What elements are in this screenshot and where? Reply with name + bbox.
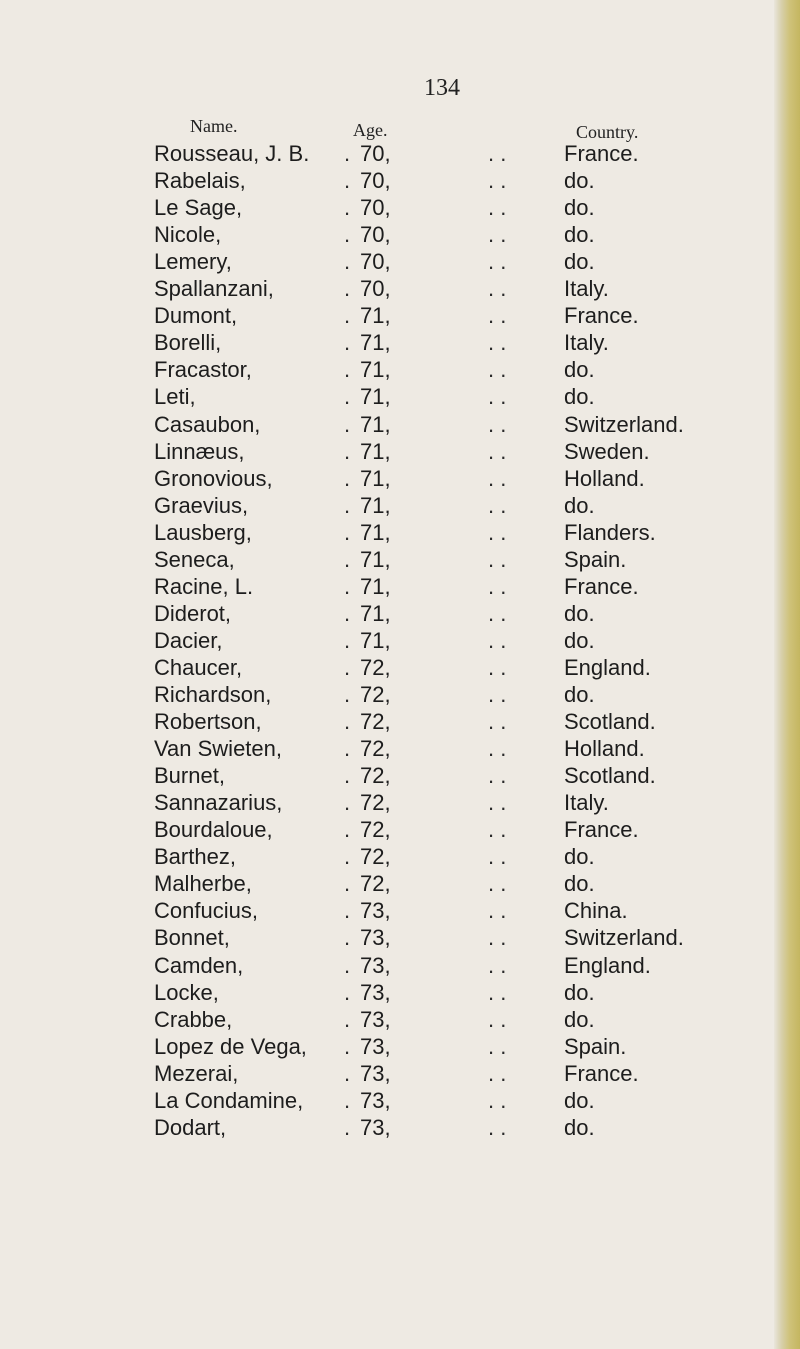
cell-age: 71, xyxy=(360,303,391,329)
cell-country: do. xyxy=(564,357,595,383)
leader-dots: . xyxy=(344,627,351,653)
table-row xyxy=(0,194,800,222)
cell-name: Casaubon, xyxy=(154,411,261,437)
cell-name: Dacier, xyxy=(154,627,223,653)
table-row xyxy=(0,492,800,520)
leader-dots: . . xyxy=(488,357,507,383)
leader-dots: . xyxy=(344,303,351,329)
table-row xyxy=(0,221,800,249)
cell-country: England. xyxy=(564,952,651,978)
table-row xyxy=(0,600,800,628)
leader-dots: . . xyxy=(488,303,507,329)
cell-country: do. xyxy=(564,195,595,221)
cell-name: Van Swieten, xyxy=(154,736,283,762)
cell-name: Fracastor, xyxy=(154,357,252,383)
leader-dots: . . xyxy=(488,222,507,248)
leader-dots: . xyxy=(344,411,351,437)
leader-dots: . xyxy=(344,357,351,383)
cell-age: 71, xyxy=(360,384,391,410)
cell-age: 71, xyxy=(360,519,391,545)
cell-age: 71, xyxy=(360,411,391,437)
cell-age: 70, xyxy=(360,222,391,248)
leader-dots: . xyxy=(344,979,351,1005)
leader-dots: . . xyxy=(488,600,507,626)
cell-name: Confucius, xyxy=(154,898,258,924)
table-row xyxy=(0,275,800,303)
leader-dots: . xyxy=(344,546,351,572)
cell-country: Scotland. xyxy=(564,709,656,735)
cell-name: Sannazarius, xyxy=(154,790,283,816)
cell-country: do. xyxy=(564,249,595,275)
cell-country: France. xyxy=(564,141,639,166)
leader-dots: . . xyxy=(488,871,507,897)
cell-name: Camden, xyxy=(154,952,244,978)
table-row xyxy=(0,843,800,871)
cell-country: France. xyxy=(564,817,639,843)
cell-age: 71, xyxy=(360,357,391,383)
cell-name: Barthez, xyxy=(154,844,236,870)
cell-country: Switzerland. xyxy=(564,925,684,951)
column-header-age: Age. xyxy=(353,120,388,140)
cell-name: Locke, xyxy=(154,979,219,1005)
cell-country: do. xyxy=(564,1114,595,1140)
leader-dots: . . xyxy=(488,492,507,518)
leader-dots: . . xyxy=(488,573,507,599)
cell-name: Bonnet, xyxy=(154,925,230,951)
cell-age: 70, xyxy=(360,249,391,275)
leader-dots: . xyxy=(344,1060,351,1086)
leader-dots: . xyxy=(344,465,351,491)
table-row xyxy=(0,924,800,952)
cell-country: Switzerland. xyxy=(564,411,684,437)
table-row xyxy=(0,627,800,655)
cell-age: 72, xyxy=(360,790,391,816)
leader-dots: . . xyxy=(488,1114,507,1140)
leader-dots: . . xyxy=(488,763,507,789)
column-header-name: Name. xyxy=(190,116,238,136)
table-row xyxy=(0,140,800,168)
leader-dots: . . xyxy=(488,925,507,951)
leader-dots: . . xyxy=(488,1006,507,1032)
cell-name: Lopez de Vega, xyxy=(154,1033,307,1059)
leader-dots: . xyxy=(344,763,351,789)
cell-name: La Condamine, xyxy=(154,1087,304,1113)
cell-name: Malherbe, xyxy=(154,871,252,897)
cell-country: do. xyxy=(564,871,595,897)
cell-name: Diderot, xyxy=(154,600,232,626)
leader-dots: . . xyxy=(488,844,507,870)
leader-dots: . . xyxy=(488,384,507,410)
cell-age: 73, xyxy=(360,979,391,1005)
cell-age: 70, xyxy=(360,168,391,194)
leader-dots: . xyxy=(344,195,351,221)
cell-name: Robertson, xyxy=(154,709,262,735)
table-row xyxy=(0,519,800,547)
cell-name: Crabbe, xyxy=(154,1006,233,1032)
leader-dots: . xyxy=(344,168,351,194)
table-row xyxy=(0,1060,800,1088)
cell-age: 70, xyxy=(360,141,391,166)
leader-dots: . . xyxy=(488,411,507,437)
cell-name: Dumont, xyxy=(154,303,238,329)
leader-dots: . . xyxy=(488,1087,507,1113)
cell-name: Lemery, xyxy=(154,249,232,275)
cell-country: do. xyxy=(564,1006,595,1032)
leader-dots: . . xyxy=(488,195,507,221)
leader-dots: . xyxy=(344,1006,351,1032)
leader-dots: . . xyxy=(488,736,507,762)
leader-dots: . . xyxy=(488,952,507,978)
leader-dots: . . xyxy=(488,438,507,464)
cell-country: France. xyxy=(564,1060,639,1086)
table-row xyxy=(0,411,800,439)
leader-dots: . . xyxy=(488,546,507,572)
cell-age: 73, xyxy=(360,1060,391,1086)
cell-age: 72, xyxy=(360,763,391,789)
column-header-country: Country. xyxy=(576,122,639,142)
table-row xyxy=(0,816,800,844)
cell-age: 73, xyxy=(360,1006,391,1032)
cell-country: Sweden. xyxy=(564,438,650,464)
leader-dots: . xyxy=(344,925,351,951)
cell-country: Italy. xyxy=(564,330,609,356)
cell-name: Borelli, xyxy=(154,330,222,356)
table-row xyxy=(0,1087,800,1115)
table-row xyxy=(0,735,800,763)
leader-dots: . xyxy=(344,709,351,735)
cell-country: Italy. xyxy=(564,790,609,816)
cell-country: Scotland. xyxy=(564,763,656,789)
table-row xyxy=(0,952,800,980)
cell-age: 71, xyxy=(360,492,391,518)
cell-name: Mezerai, xyxy=(154,1060,239,1086)
leader-dots: . xyxy=(344,492,351,518)
cell-country: Spain. xyxy=(564,546,627,572)
leader-dots: . . xyxy=(488,1060,507,1086)
cell-country: do. xyxy=(564,979,595,1005)
cell-age: 72, xyxy=(360,682,391,707)
cell-name: Le Sage, xyxy=(154,195,243,221)
table-row xyxy=(0,762,800,790)
cell-age: 72, xyxy=(360,817,391,843)
leader-dots: . xyxy=(344,682,351,707)
leader-dots: . . xyxy=(488,790,507,816)
table-row xyxy=(0,329,800,357)
cell-name: Gronovious, xyxy=(154,465,273,491)
cell-name: Richardson, xyxy=(154,682,272,707)
leader-dots: . xyxy=(344,898,351,924)
cell-age: 73, xyxy=(360,898,391,924)
cell-country: do. xyxy=(564,844,595,870)
table-row xyxy=(0,167,800,195)
table-row xyxy=(0,465,800,493)
cell-country: Flanders. xyxy=(564,519,656,545)
cell-country: do. xyxy=(564,168,595,194)
cell-age: 73, xyxy=(360,925,391,951)
cell-country: England. xyxy=(564,654,651,680)
cell-name: Racine, L. xyxy=(154,573,254,599)
table-row xyxy=(0,248,800,276)
leader-dots: . xyxy=(344,384,351,410)
cell-age: 73, xyxy=(360,1114,391,1140)
leader-dots: . xyxy=(344,276,351,302)
table-row xyxy=(0,383,800,411)
leader-dots: . . xyxy=(488,654,507,680)
leader-dots: . . xyxy=(488,682,507,707)
cell-name: Burnet, xyxy=(154,763,225,789)
table-row xyxy=(0,789,800,817)
leader-dots: . xyxy=(344,952,351,978)
table-row xyxy=(0,356,800,384)
leader-dots: . . xyxy=(488,141,507,166)
cell-name: Lausberg, xyxy=(154,519,252,545)
cell-country: Holland. xyxy=(564,465,645,491)
table-row xyxy=(0,708,800,736)
leader-dots: . . xyxy=(488,627,507,653)
cell-name: Chaucer, xyxy=(154,654,243,680)
leader-dots: . xyxy=(344,141,351,166)
cell-country: Italy. xyxy=(564,276,609,302)
leader-dots: . xyxy=(344,654,351,680)
cell-name: Nicole, xyxy=(154,222,222,248)
cell-name: Bourdaloue, xyxy=(154,817,273,843)
leader-dots: . xyxy=(344,1114,351,1140)
cell-country: do. xyxy=(564,384,595,410)
cell-age: 70, xyxy=(360,195,391,221)
leader-dots: . xyxy=(344,871,351,897)
cell-country: Holland. xyxy=(564,736,645,762)
leader-dots: . xyxy=(344,844,351,870)
cell-age: 71, xyxy=(360,330,391,356)
leader-dots: . . xyxy=(488,1033,507,1059)
table-row xyxy=(0,1006,800,1034)
page-number: 134 xyxy=(424,75,460,101)
leader-dots: . xyxy=(344,222,351,248)
leader-dots: . xyxy=(344,736,351,762)
leader-dots: . . xyxy=(488,276,507,302)
leader-dots: . xyxy=(344,1087,351,1113)
leader-dots: . . xyxy=(488,168,507,194)
table-row xyxy=(0,979,800,1007)
table-row xyxy=(0,302,800,330)
leader-dots: . . xyxy=(488,249,507,275)
table-row xyxy=(0,681,800,709)
leader-dots: . . xyxy=(488,898,507,924)
cell-name: Leti, xyxy=(154,384,196,410)
cell-name: Linnæus, xyxy=(154,438,245,464)
leader-dots: . xyxy=(344,438,351,464)
cell-name: Dodart, xyxy=(154,1114,227,1140)
leader-dots: . xyxy=(344,573,351,599)
cell-country: do. xyxy=(564,682,595,707)
cell-country: do. xyxy=(564,1087,595,1113)
cell-age: 71, xyxy=(360,438,391,464)
leader-dots: . . xyxy=(488,709,507,735)
table-row xyxy=(0,654,800,682)
cell-country: do. xyxy=(564,627,595,653)
table-row xyxy=(0,438,800,466)
cell-age: 73, xyxy=(360,1033,391,1059)
table-row xyxy=(0,870,800,898)
leader-dots: . xyxy=(344,817,351,843)
table-row xyxy=(0,573,800,601)
cell-name: Seneca, xyxy=(154,546,235,572)
cell-name: Rousseau, J. B. xyxy=(154,141,310,166)
cell-country: China. xyxy=(564,898,628,924)
cell-country: do. xyxy=(564,222,595,248)
cell-name: Graevius, xyxy=(154,492,249,518)
table-row xyxy=(0,897,800,925)
leader-dots: . . xyxy=(488,979,507,1005)
cell-country: France. xyxy=(564,303,639,329)
leader-dots: . xyxy=(344,790,351,816)
cell-age: 71, xyxy=(360,600,391,626)
leader-dots: . xyxy=(344,519,351,545)
cell-country: France. xyxy=(564,573,639,599)
leader-dots: . xyxy=(344,1033,351,1059)
cell-age: 71, xyxy=(360,627,391,653)
leader-dots: . . xyxy=(488,330,507,356)
leader-dots: . . xyxy=(488,519,507,545)
cell-age: 72, xyxy=(360,654,391,680)
cell-country: do. xyxy=(564,492,595,518)
cell-age: 72, xyxy=(360,736,391,762)
table-row xyxy=(0,1033,800,1061)
leader-dots: . . xyxy=(488,465,507,491)
cell-age: 71, xyxy=(360,573,391,599)
leader-dots: . . xyxy=(488,817,507,843)
cell-age: 72, xyxy=(360,709,391,735)
cell-country: Spain. xyxy=(564,1033,627,1059)
leader-dots: . xyxy=(344,249,351,275)
cell-age: 73, xyxy=(360,1087,391,1113)
cell-age: 72, xyxy=(360,844,391,870)
leader-dots: . xyxy=(344,330,351,356)
leader-dots: . xyxy=(344,600,351,626)
cell-name: Rabelais, xyxy=(154,168,246,194)
table-row xyxy=(0,546,800,574)
cell-age: 71, xyxy=(360,546,391,572)
table-row xyxy=(0,1114,800,1142)
cell-name: Spallanzani, xyxy=(154,276,274,302)
cell-age: 70, xyxy=(360,276,391,302)
cell-age: 73, xyxy=(360,952,391,978)
cell-age: 71, xyxy=(360,465,391,491)
cell-age: 72, xyxy=(360,871,391,897)
cell-country: do. xyxy=(564,600,595,626)
